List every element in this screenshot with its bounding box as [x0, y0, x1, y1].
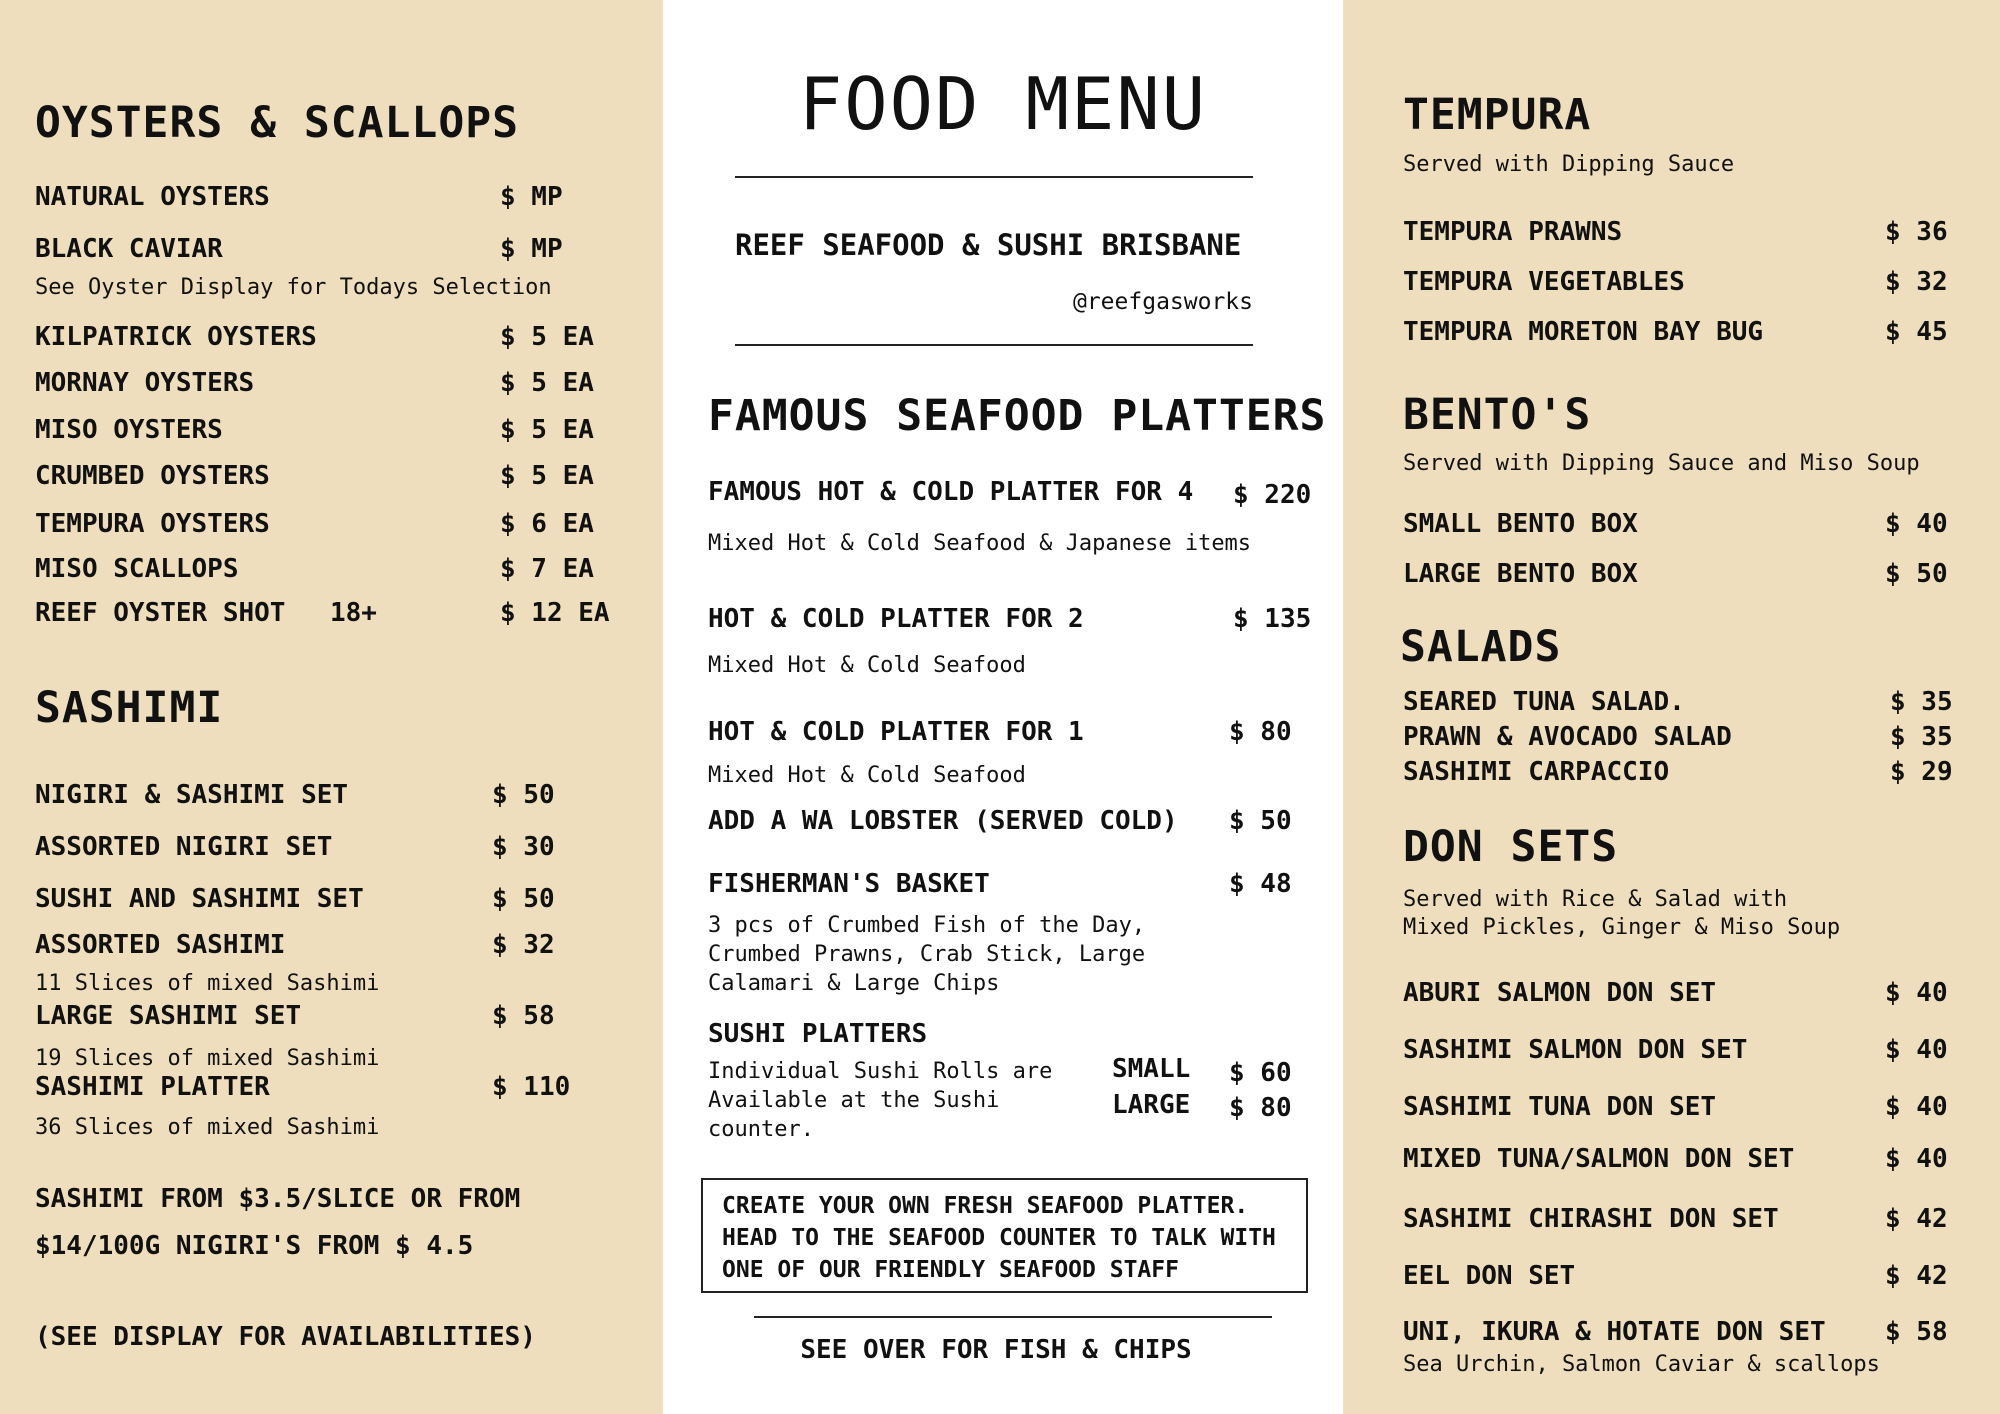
- divider: [735, 176, 1253, 178]
- center-panel: [663, 0, 1343, 1414]
- menu-item-name: SMALL BENTO BOX: [1403, 509, 1638, 539]
- page-title: FOOD MENU: [798, 62, 1208, 146]
- menu-item-name: TEMPURA OYSTERS: [35, 509, 270, 539]
- menu-item-price: $ 80: [1229, 717, 1292, 747]
- menu-item-price: $ 5 EA: [500, 322, 594, 352]
- menu-item-name: MIXED TUNA/SALMON DON SET: [1403, 1144, 1795, 1174]
- menu-item-name: KILPATRICK OYSTERS: [35, 322, 317, 352]
- menu-item-name: UNI, IKURA & HOTATE DON SET: [1403, 1317, 1826, 1347]
- sashimi-heading: SASHIMI: [35, 683, 224, 733]
- desc-line: Available at the Sushi: [708, 1088, 1000, 1113]
- promo-line: CREATE YOUR OWN FRESH SEAFOOD PLATTER.: [722, 1193, 1249, 1219]
- menu-item-name: TEMPURA MORETON BAY BUG: [1403, 317, 1764, 347]
- menu-item-name: NATURAL OYSTERS: [35, 182, 270, 212]
- menu-item-price: $ 32: [492, 930, 555, 960]
- menu-item-name: MORNAY OYSTERS: [35, 368, 255, 398]
- desc-line: counter.: [708, 1117, 814, 1142]
- oysters-heading: OYSTERS & SCALLOPS: [35, 98, 519, 148]
- menu-item-name: ASSORTED SASHIMI: [35, 930, 286, 960]
- menu-item-price: $ 6 EA: [500, 509, 594, 539]
- menu-item-name: SASHIMI SALMON DON SET: [1403, 1035, 1748, 1065]
- left-panel: [0, 0, 663, 1414]
- menu-item-price: $ 40: [1885, 1144, 1948, 1174]
- menu-item-price: $ 40: [1885, 978, 1948, 1008]
- menu-item-price: $ 42: [1885, 1204, 1948, 1234]
- menu-item-name: FISHERMAN'S BASKET: [708, 869, 990, 899]
- menu-item-price: $ 5 EA: [500, 461, 594, 491]
- divider: [735, 344, 1253, 346]
- menu-item-price: $ MP: [500, 234, 563, 264]
- menu-item-price: $ 135: [1233, 604, 1312, 634]
- menu-item-name: SASHIMI TUNA DON SET: [1403, 1092, 1717, 1122]
- desc-line: Crumbed Prawns, Crab Stick, Large: [708, 942, 1146, 967]
- menu-item-price: $ 220: [1233, 480, 1312, 510]
- menu-item-desc: Mixed Hot & Cold Seafood: [708, 763, 1026, 788]
- menu-item-name: BLACK CAVIAR: [35, 234, 223, 264]
- divider: [754, 1316, 1272, 1318]
- menu-item-name: PRAWN & AVOCADO SALAD: [1403, 722, 1732, 752]
- desc-line: Calamari & Large Chips: [708, 971, 1000, 996]
- menu-item-desc: Mixed Hot & Cold Seafood & Japanese items: [708, 531, 1252, 556]
- menu-item-name: REEF OYSTER SHOT: [35, 598, 286, 628]
- don-subtitle: Mixed Pickles, Ginger & Miso Soup: [1403, 915, 1841, 940]
- menu-item-name: HOT & COLD PLATTER FOR 1: [708, 717, 1084, 747]
- oyster-display-note: See Oyster Display for Todays Selection: [35, 275, 552, 300]
- sushi-description: [708, 1057, 1052, 1144]
- menu-item-name: SUSHI AND SASHIMI SET: [35, 884, 364, 914]
- menu-item-name: HOT & COLD PLATTER FOR 2: [708, 604, 1084, 634]
- tempura-heading: TEMPURA: [1403, 90, 1592, 140]
- price-small: $ 60: [1229, 1058, 1292, 1088]
- menu-item-desc: 19 Slices of mixed Sashimi: [35, 1046, 380, 1071]
- social-handle: @reefgasworks: [1072, 289, 1253, 315]
- sushi-platters-heading: SUSHI PLATTERS: [708, 1019, 928, 1049]
- menu-item-name: SASHIMI PLATTER: [35, 1072, 270, 1102]
- menu-item-name: NIGIRI & SASHIMI SET: [35, 780, 349, 810]
- size-label-large: LARGE: [1112, 1090, 1191, 1120]
- don-subtitle: Served with Rice & Salad with: [1403, 887, 1788, 912]
- menu-item-price: $ 50: [1229, 806, 1292, 836]
- menu-item-price: $ 40: [1885, 509, 1948, 539]
- bento-heading: BENTO'S: [1403, 390, 1592, 440]
- promo-box: [701, 1178, 1308, 1293]
- size-label-small: SMALL: [1112, 1054, 1191, 1084]
- menu-item-name: SASHIMI CARPACCIO: [1403, 757, 1670, 787]
- menu-item-name: SASHIMI CHIRASHI DON SET: [1403, 1204, 1779, 1234]
- restaurant-name: REEF SEAFOOD & SUSHI BRISBANE: [735, 228, 1242, 262]
- right-panel: [1343, 0, 2000, 1414]
- menu-item-name: ABURI SALMON DON SET: [1403, 978, 1717, 1008]
- menu-item-name: LARGE BENTO BOX: [1403, 559, 1638, 589]
- menu-item-price: $ 35: [1890, 722, 1953, 752]
- menu-item-price: $ 50: [492, 780, 555, 810]
- menu-item-price: $ 36: [1885, 217, 1948, 247]
- nigiri-price-note: $14/100G NIGIRI'S FROM $ 4.5: [35, 1231, 474, 1261]
- menu-item-name: CRUMBED OYSTERS: [35, 461, 270, 491]
- menu-item-name: MISO OYSTERS: [35, 415, 223, 445]
- promo-text: [722, 1190, 1276, 1286]
- desc-line: Individual Sushi Rolls are: [708, 1059, 1053, 1084]
- menu-item-price: $ 40: [1885, 1092, 1948, 1122]
- menu-item-price: $ 45: [1885, 317, 1948, 347]
- menu-item-name: ASSORTED NIGIRI SET: [35, 832, 333, 862]
- menu-item-price: $ 40: [1885, 1035, 1948, 1065]
- menu-item-price: $ 42: [1885, 1261, 1948, 1291]
- tempura-subtitle: Served with Dipping Sauce: [1403, 152, 1735, 177]
- price-large: $ 80: [1229, 1093, 1292, 1123]
- menu-item-price: $ 58: [492, 1001, 555, 1031]
- menu-item-price: $ 30: [492, 832, 555, 862]
- menu-item-price: $ 5 EA: [500, 368, 594, 398]
- menu-item-price: $ 5 EA: [500, 415, 594, 445]
- menu-item-name: ADD A WA LOBSTER (SERVED COLD): [708, 806, 1178, 836]
- menu-item-desc: Sea Urchin, Salmon Caviar & scallops: [1403, 1352, 1880, 1377]
- bento-subtitle: Served with Dipping Sauce and Miso Soup: [1403, 451, 1920, 476]
- menu-item-desc: Mixed Hot & Cold Seafood: [708, 653, 1026, 678]
- menu-item-price: $ MP: [500, 182, 563, 212]
- menu-item-name: TEMPURA PRAWNS: [1403, 217, 1623, 247]
- menu-item-desc: 36 Slices of mixed Sashimi: [35, 1115, 380, 1140]
- menu-item-price: $ 110: [492, 1072, 571, 1102]
- salads-heading: SALADS: [1400, 622, 1562, 672]
- menu-item-name: MISO SCALLOPS: [35, 554, 239, 584]
- menu-item-price: $ 12 EA: [500, 598, 610, 628]
- menu-item-price: $ 50: [1885, 559, 1948, 589]
- availability-note: (SEE DISPLAY FOR AVAILABILITIES): [35, 1322, 536, 1352]
- menu-item-desc: 11 Slices of mixed Sashimi: [35, 971, 380, 996]
- footer-note: SEE OVER FOR FISH & CHIPS: [800, 1335, 1192, 1365]
- menu-item-price: $ 7 EA: [500, 554, 594, 584]
- don-sets-heading: DON SETS: [1403, 822, 1619, 872]
- menu-item-price: $ 35: [1890, 687, 1953, 717]
- menu-item-name: SEARED TUNA SALAD.: [1403, 687, 1685, 717]
- menu-item-name: LARGE SASHIMI SET: [35, 1001, 302, 1031]
- age-restriction-badge: 18+: [330, 598, 377, 628]
- menu-item-name: FAMOUS HOT & COLD PLATTER FOR 4: [708, 477, 1194, 507]
- basket-description: [708, 911, 1145, 998]
- promo-line: HEAD TO THE SEAFOOD COUNTER TO TALK WITH: [722, 1225, 1276, 1251]
- platters-heading: FAMOUS SEAFOOD PLATTERS: [708, 391, 1327, 441]
- desc-line: 3 pcs of Crumbed Fish of the Day,: [708, 913, 1146, 938]
- menu-item-price: $ 50: [492, 884, 555, 914]
- sashimi-price-note: SASHIMI FROM $3.5/SLICE OR FROM: [35, 1184, 521, 1214]
- menu-item-name: EEL DON SET: [1403, 1261, 1576, 1291]
- menu-item-price: $ 29: [1890, 757, 1953, 787]
- menu-item-price: $ 58: [1885, 1317, 1948, 1347]
- promo-line: ONE OF OUR FRIENDLY SEAFOOD STAFF: [722, 1257, 1179, 1283]
- menu-item-price: $ 32: [1885, 267, 1948, 297]
- menu-item-price: $ 48: [1229, 869, 1292, 899]
- menu-item-name: TEMPURA VEGETABLES: [1403, 267, 1685, 297]
